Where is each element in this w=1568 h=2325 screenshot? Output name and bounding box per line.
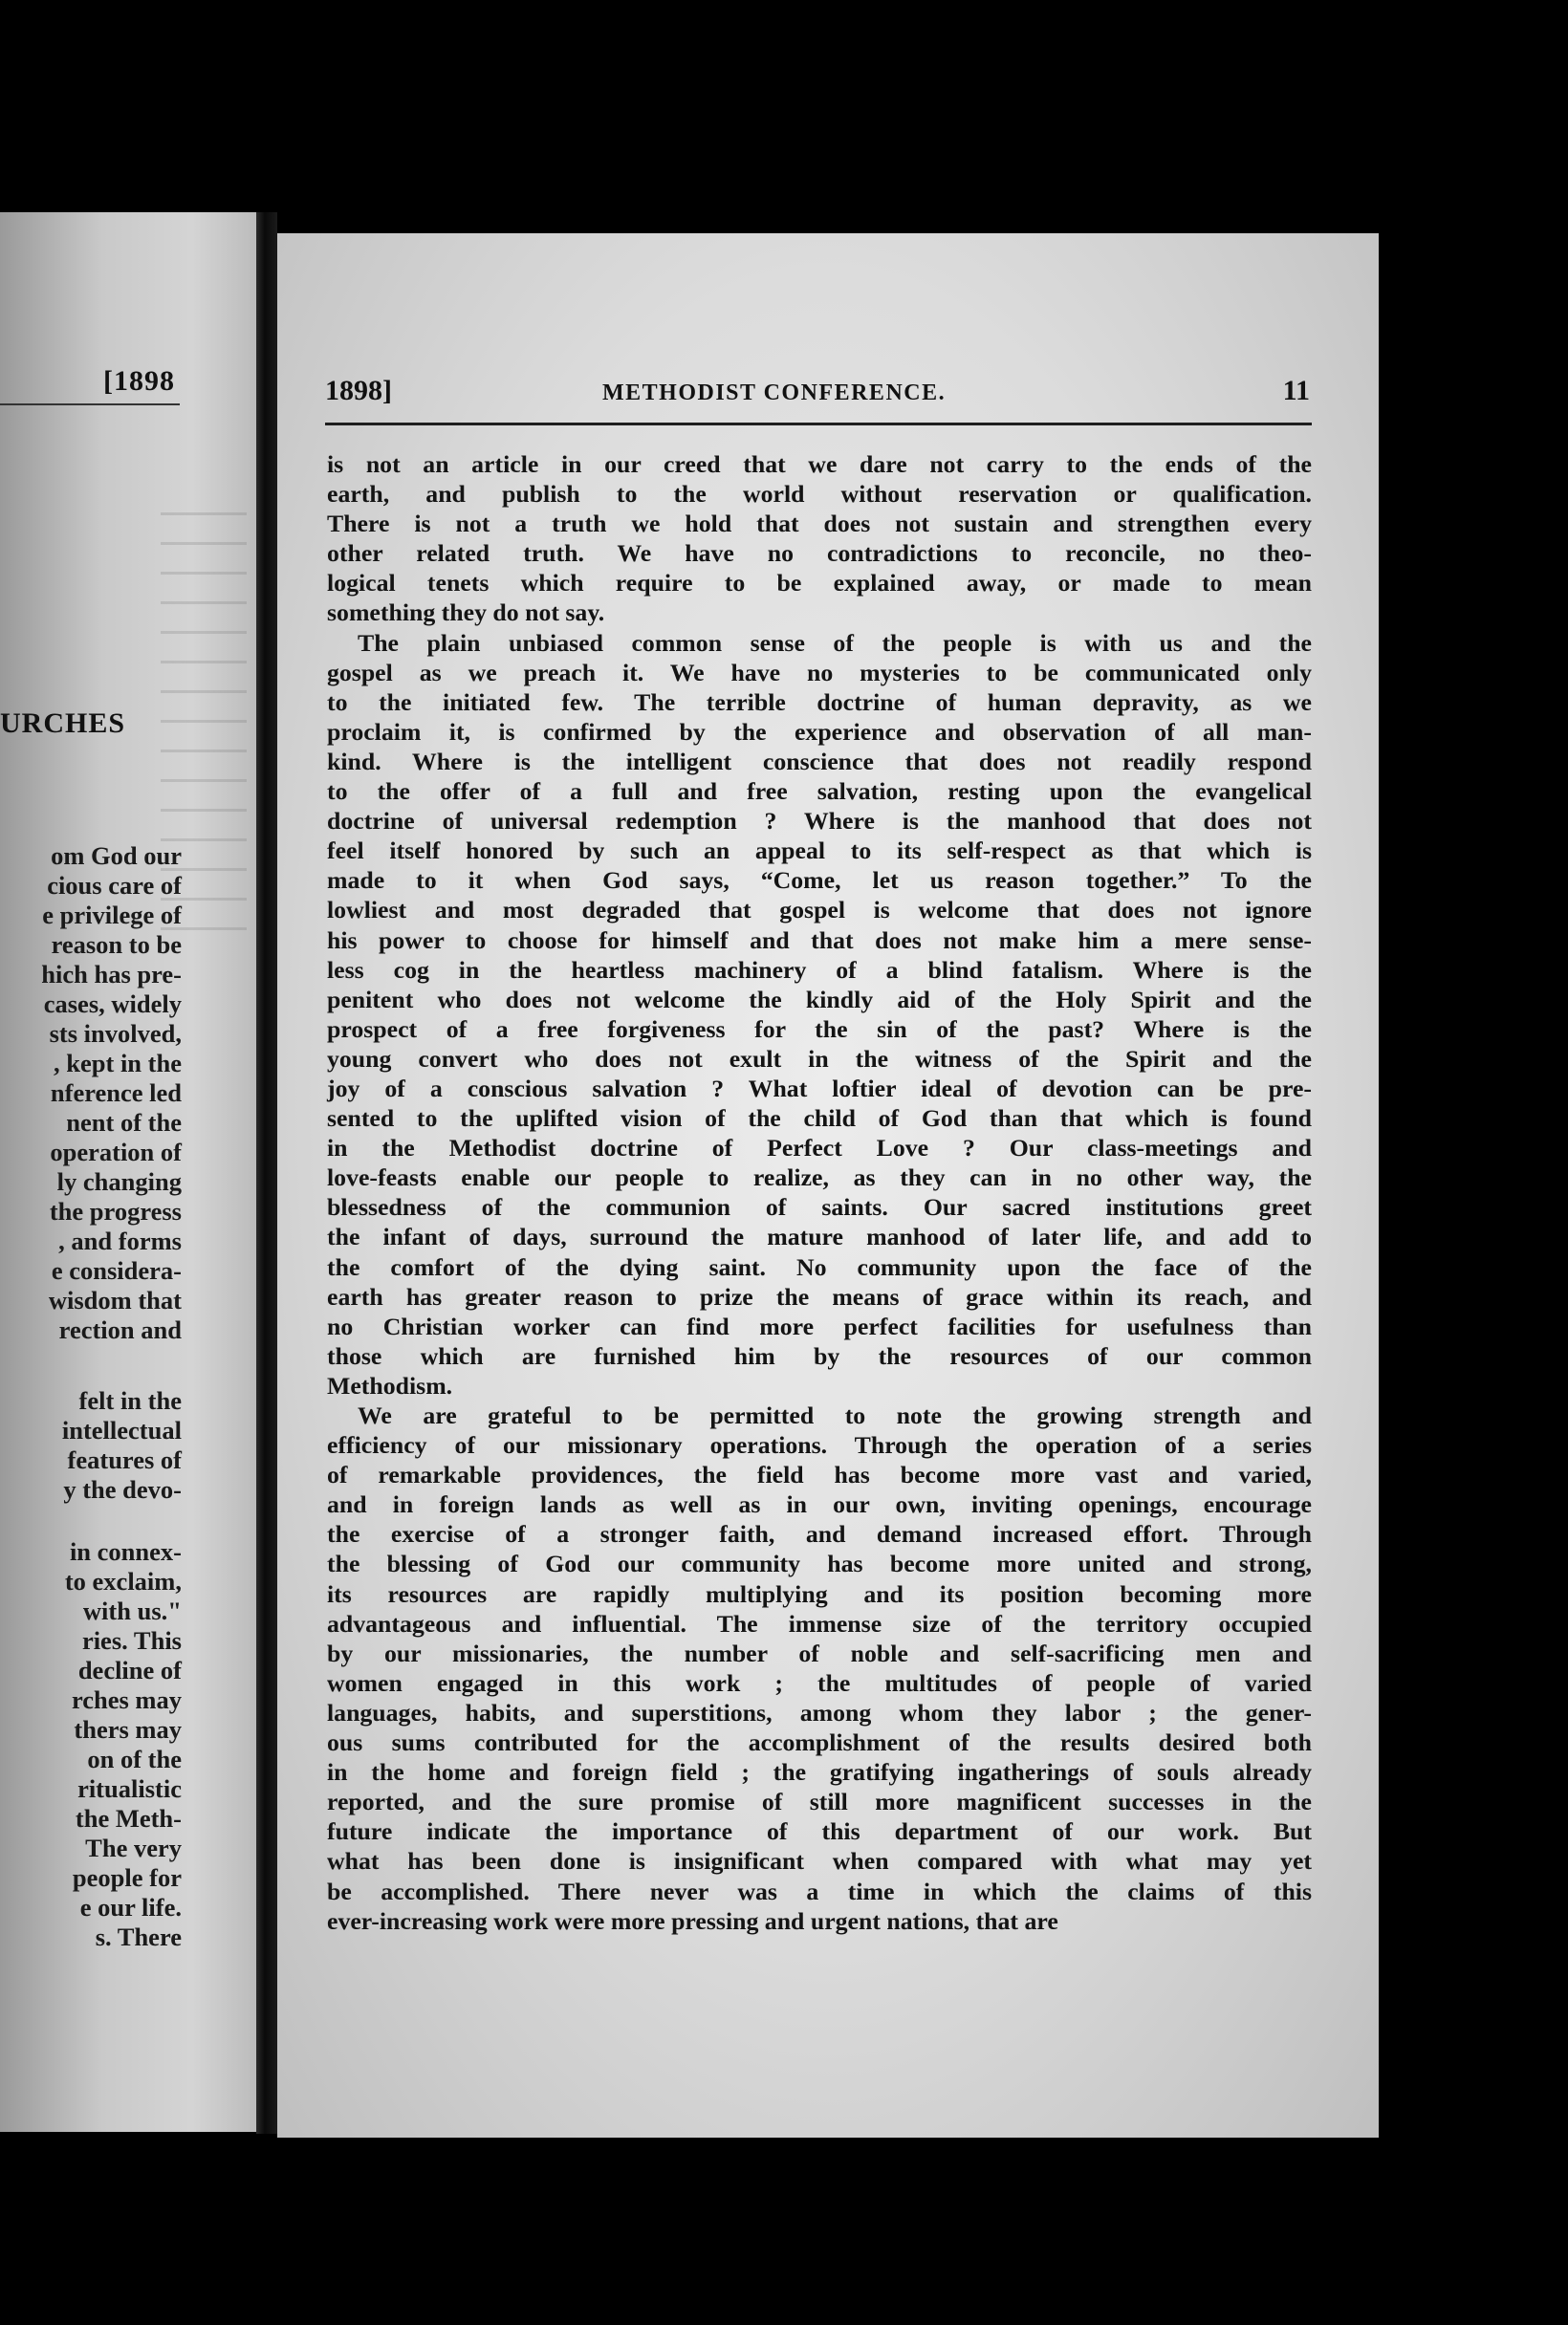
text-line: penitent who does not welcome the kindly aid of the Holy Spirit and the — [327, 985, 1312, 1013]
left-page-line: e considera- — [51, 1256, 182, 1285]
left-page-heading: URCHES — [0, 707, 126, 739]
text-line: The plain unbiased common sense of the people is with us and the — [358, 628, 1312, 657]
text-line: be accomplished. There never was a time in which the claims of this — [327, 1877, 1312, 1905]
book-gutter — [256, 212, 277, 2134]
left-page-line: ly changing — [56, 1167, 182, 1196]
left-page-line: people for — [72, 1863, 182, 1892]
left-page-line: with us." — [82, 1597, 182, 1625]
left-page-line: , and forms — [58, 1227, 182, 1255]
text-line: blessedness of the communion of saints. Our sacred institutions greet — [327, 1193, 1312, 1222]
left-page-line: ritualistic — [77, 1774, 182, 1803]
text-line: There is not a truth we hold that does not sustain and strengthen every — [327, 510, 1312, 538]
text-line: its resources are rapidly multiplying and its position becoming more — [327, 1579, 1312, 1608]
text-line: in the Methodist doctrine of Perfect Love ? Our class-meetings and — [327, 1134, 1312, 1162]
left-page-line: reason to be — [51, 930, 182, 959]
text-line: doctrine of universal redemption ? Where is the manhood that does not — [327, 807, 1312, 836]
body-text — [327, 449, 1312, 1936]
text-line: is not an article in our creed that we dare not carry to the ends of the — [327, 450, 1312, 478]
left-page-line: cases, widely — [43, 989, 182, 1018]
text-line: gospel as we preach it. We have no mysteries to be communicated only — [327, 658, 1312, 686]
header-year: 1898] — [325, 375, 392, 406]
text-line: lowliest and most degraded that gospel is welcome that does not ignore — [327, 896, 1312, 924]
left-page-line: nference led — [50, 1078, 182, 1107]
left-page-line: The very — [85, 1834, 182, 1862]
left-page-line: s. There — [95, 1923, 182, 1951]
text-line: advantageous and influential. The immense size of the territory occupied — [327, 1609, 1312, 1638]
text-line: the exercise of a stronger faith, and demand increased effort. Through — [327, 1520, 1312, 1549]
left-page-line: felt in the — [78, 1386, 182, 1415]
text-line: to the initiated few. The terrible doctrine of human depravity, as we — [327, 687, 1312, 716]
right-page — [277, 233, 1379, 2138]
text-line: efficiency of our missionary operations. Through the operation of a series — [327, 1431, 1312, 1460]
text-line: the comfort of the dying saint. No community upon the face of the — [327, 1252, 1312, 1281]
left-page-line: operation of — [50, 1138, 182, 1166]
text-line: in the home and foreign field ; the gratifying ingatherings of souls already — [327, 1758, 1312, 1787]
left-page-line — [0, 1345, 182, 1386]
text-line: other related truth. We have no contradictions to reconcile, no theo- — [327, 539, 1312, 568]
text-line: love-feasts enable our people to realize, as they can in no other way, the — [327, 1163, 1312, 1192]
left-page-line: thers may — [74, 1715, 182, 1744]
left-page-text-column — [0, 841, 182, 1952]
left-page-line: rches may — [71, 1685, 182, 1714]
text-line: languages, habits, and superstitions, among whom they labor ; the gener- — [327, 1698, 1312, 1727]
left-page-line: nent of the — [66, 1108, 182, 1137]
text-line: what has been done is insignificant when compared with what may yet — [327, 1847, 1312, 1876]
left-page-line: wisdom that — [48, 1286, 182, 1315]
text-line: the blessing of God our community has become more united and strong, — [327, 1550, 1312, 1578]
left-page-line: the progress — [49, 1197, 182, 1226]
left-page-line: features of — [67, 1445, 182, 1474]
text-line: We are grateful to be permitted to note the growing strength and — [358, 1402, 1312, 1429]
left-page-line: cious care of — [47, 871, 182, 900]
text-line: proclaim it, is confirmed by the experience and observation of all man- — [327, 717, 1312, 746]
text-line: something they do not say. — [327, 598, 605, 627]
header-rule — [325, 423, 1312, 425]
left-page-header-year: [1898 — [103, 365, 175, 397]
text-line: sented to the uplifted vision of the child of God than that which is found — [327, 1104, 1312, 1133]
text-line: women engaged in this work ; the multitudes of people of varied — [327, 1668, 1312, 1697]
text-line: reported, and the sure promise of still more magnificent successes in the — [327, 1788, 1312, 1816]
left-header-rule — [0, 403, 180, 405]
left-page-line: om God our — [51, 841, 182, 870]
text-line: young convert who does not exult in the witness of the Spirit and the — [327, 1044, 1312, 1073]
text-line: made to it when God says, “Come, let us reason together.” To the — [327, 866, 1312, 895]
running-title: METHODIST CONFERENCE. — [602, 380, 947, 405]
left-page-line: e privilege of — [42, 901, 182, 929]
text-line: to the offer of a full and free salvation, resting upon the evangelical — [327, 777, 1312, 806]
left-page-line: the Meth- — [75, 1804, 182, 1833]
left-page-line: sts involved, — [49, 1019, 182, 1048]
text-line: the infant of days, surround the mature manhood of later life, and add to — [327, 1223, 1312, 1251]
text-line: and in foreign lands as well as in our own, inviting openings, encourage — [327, 1490, 1312, 1519]
text-line: earth, and publish to the world without reservation or qualification. — [327, 480, 1312, 509]
left-page-line: hich has pre- — [41, 960, 182, 989]
text-line: feel itself honored by such an appeal to its self-respect as that which is — [327, 837, 1312, 865]
text-line: ever-increasing work were more pressing and urgent nations, that are — [327, 1906, 1058, 1935]
text-line: logical tenets which require to be explained away, or made to mean — [327, 569, 1312, 598]
text-line: those which are furnished him by the resources of our common — [327, 1341, 1312, 1370]
text-line: no Christian worker can find more perfect facilities for usefulness than — [327, 1312, 1312, 1340]
left-page-line: e our life. — [79, 1893, 182, 1922]
text-line: his power to choose for himself and that does not make him a mere sense- — [327, 925, 1312, 954]
page-number: 11 — [1282, 375, 1310, 406]
left-page-line: intellectual — [61, 1416, 182, 1445]
running-header — [325, 375, 1310, 413]
left-page-line: , kept in the — [54, 1049, 182, 1077]
text-line: prospect of a free forgiveness for the sin of the past? Where is the — [327, 1014, 1312, 1043]
left-page-line: rection and — [58, 1315, 182, 1344]
left-page-line: in connex- — [69, 1537, 182, 1566]
left-page-line: y the devo- — [63, 1475, 182, 1504]
text-line: kind. Where is the intelligent conscience that does not readily respond — [327, 747, 1312, 775]
text-line: by our missionaries, the number of noble and self-sacrificing men and — [327, 1639, 1312, 1667]
text-line: joy of a conscious salvation ? What loftier ideal of devotion can be pre- — [327, 1074, 1312, 1102]
left-page-line — [0, 1505, 182, 1537]
left-page-line: decline of — [77, 1656, 182, 1684]
text-line: earth has greater reason to prize the means of grace within its reach, and — [327, 1282, 1312, 1311]
text-line: future indicate the importance of this department of our work. But — [327, 1817, 1312, 1846]
left-page-line: ries. This — [81, 1626, 182, 1655]
left-page-line: on of the — [87, 1745, 182, 1773]
text-line: ous sums contributed for the accomplishment of the results desired both — [327, 1728, 1312, 1757]
left-page — [0, 212, 256, 2132]
text-line: of remarkable providences, the field has become more vast and varied, — [327, 1461, 1312, 1489]
text-line: less cog in the heartless machinery of a blind fatalism. Where is the — [327, 955, 1312, 984]
left-page-line: to exclaim, — [64, 1567, 182, 1596]
text-line: Methodism. — [327, 1371, 453, 1400]
